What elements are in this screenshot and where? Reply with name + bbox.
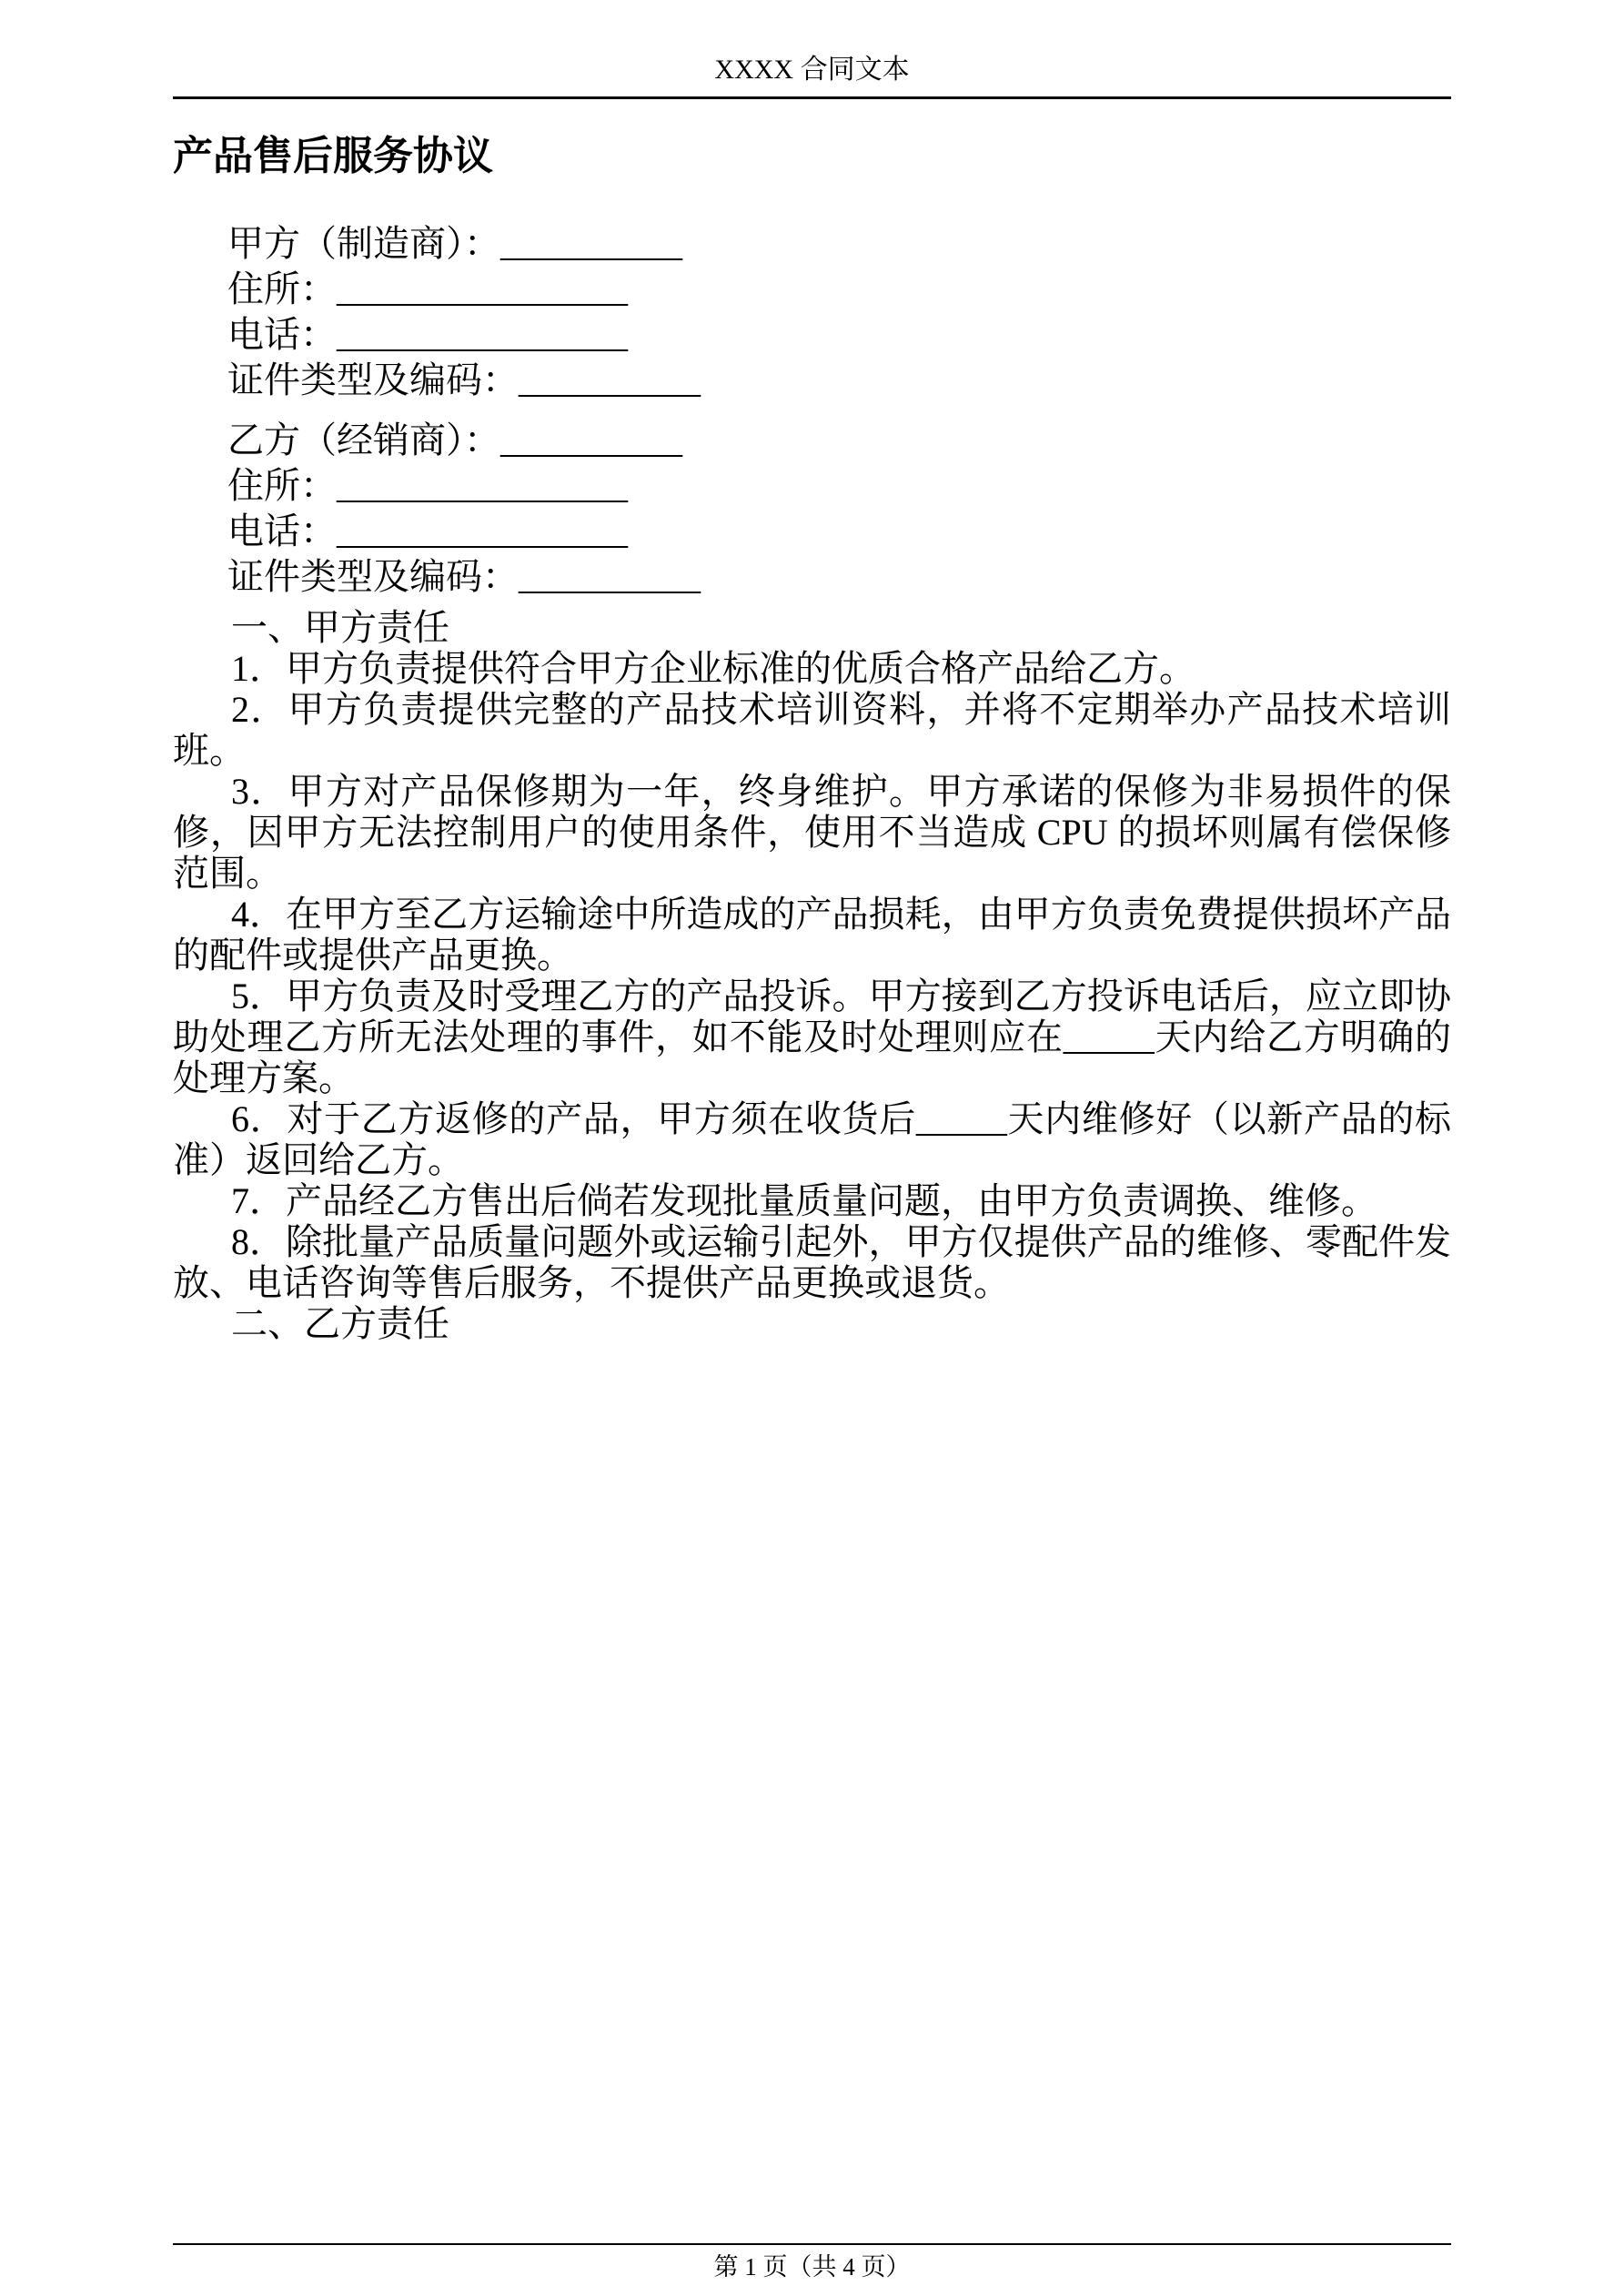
page-number-text: 第 1 页（共 4 页）	[713, 2253, 911, 2281]
party-a-credential-line: 证件类型及编码：__________	[227, 359, 701, 400]
clause-5: 5．甲方负责及时受理乙方的产品投诉。甲方接到乙方投诉电话后，应立即协助处理乙方所无法处理的事件，如不能及时处理则应在_____天内给乙方明确的处理方案。	[173, 976, 1451, 1098]
party-b-name-line: 乙方（经销商）：__________	[227, 420, 682, 460]
page-header-text: XXXX 合同文本	[714, 55, 910, 85]
clause-8: 8．除批量产品质量问题外或运输引起外，甲方仅提供产品的维修、零配件发放、电话咨询等售后服务，不提供产品更换或退货。	[173, 1221, 1451, 1303]
party-a-phone-line: 电话：________________	[227, 314, 628, 355]
section-heading-party-b-duties: 二、乙方责任	[231, 1303, 449, 1344]
page-footer	[173, 2243, 1451, 2296]
party-a-block	[173, 221, 1451, 403]
party-b-credential-line: 证件类型及编码：__________	[227, 556, 701, 597]
party-b-phone-line: 电话：________________	[227, 511, 628, 551]
clause-4: 4．在甲方至乙方运输途中所造成的产品损耗，由甲方负责免费提供损坏产品的配件或提供产品更换。	[173, 894, 1451, 976]
clause-6: 6．对于乙方返修的产品，甲方须在收货后_____天内维修好（以新产品的标准）返回给乙方。	[173, 1098, 1451, 1180]
party-b-address-line: 住所：________________	[227, 465, 628, 506]
clause-7: 7．产品经乙方售出后倘若发现批量质量问题，由甲方负责调换、维修。	[231, 1180, 1377, 1221]
party-b-block	[173, 418, 1451, 600]
clause-2: 2．甲方负责提供完整的产品技术培训资料，并将不定期举办产品技术培训班。	[173, 689, 1451, 771]
party-a-address-line: 住所：________________	[227, 268, 628, 309]
clause-1: 1．甲方负责提供符合甲方企业标准的优质合格产品给乙方。	[231, 648, 1195, 689]
section-heading-party-a-duties: 一、甲方责任	[231, 607, 449, 648]
page-header	[173, 53, 1451, 99]
clause-3: 3．甲方对产品保修期为一年，终身维护。甲方承诺的保修为非易损件的保修，因甲方无法控制用户的使用条件，使用不当造成 CPU 的损坏则属有偿保修范围。	[173, 771, 1451, 894]
party-a-name-line: 甲方（制造商）：__________	[227, 223, 682, 264]
document-title: 产品售后服务协议	[173, 134, 493, 178]
contract-body	[173, 607, 1451, 1344]
